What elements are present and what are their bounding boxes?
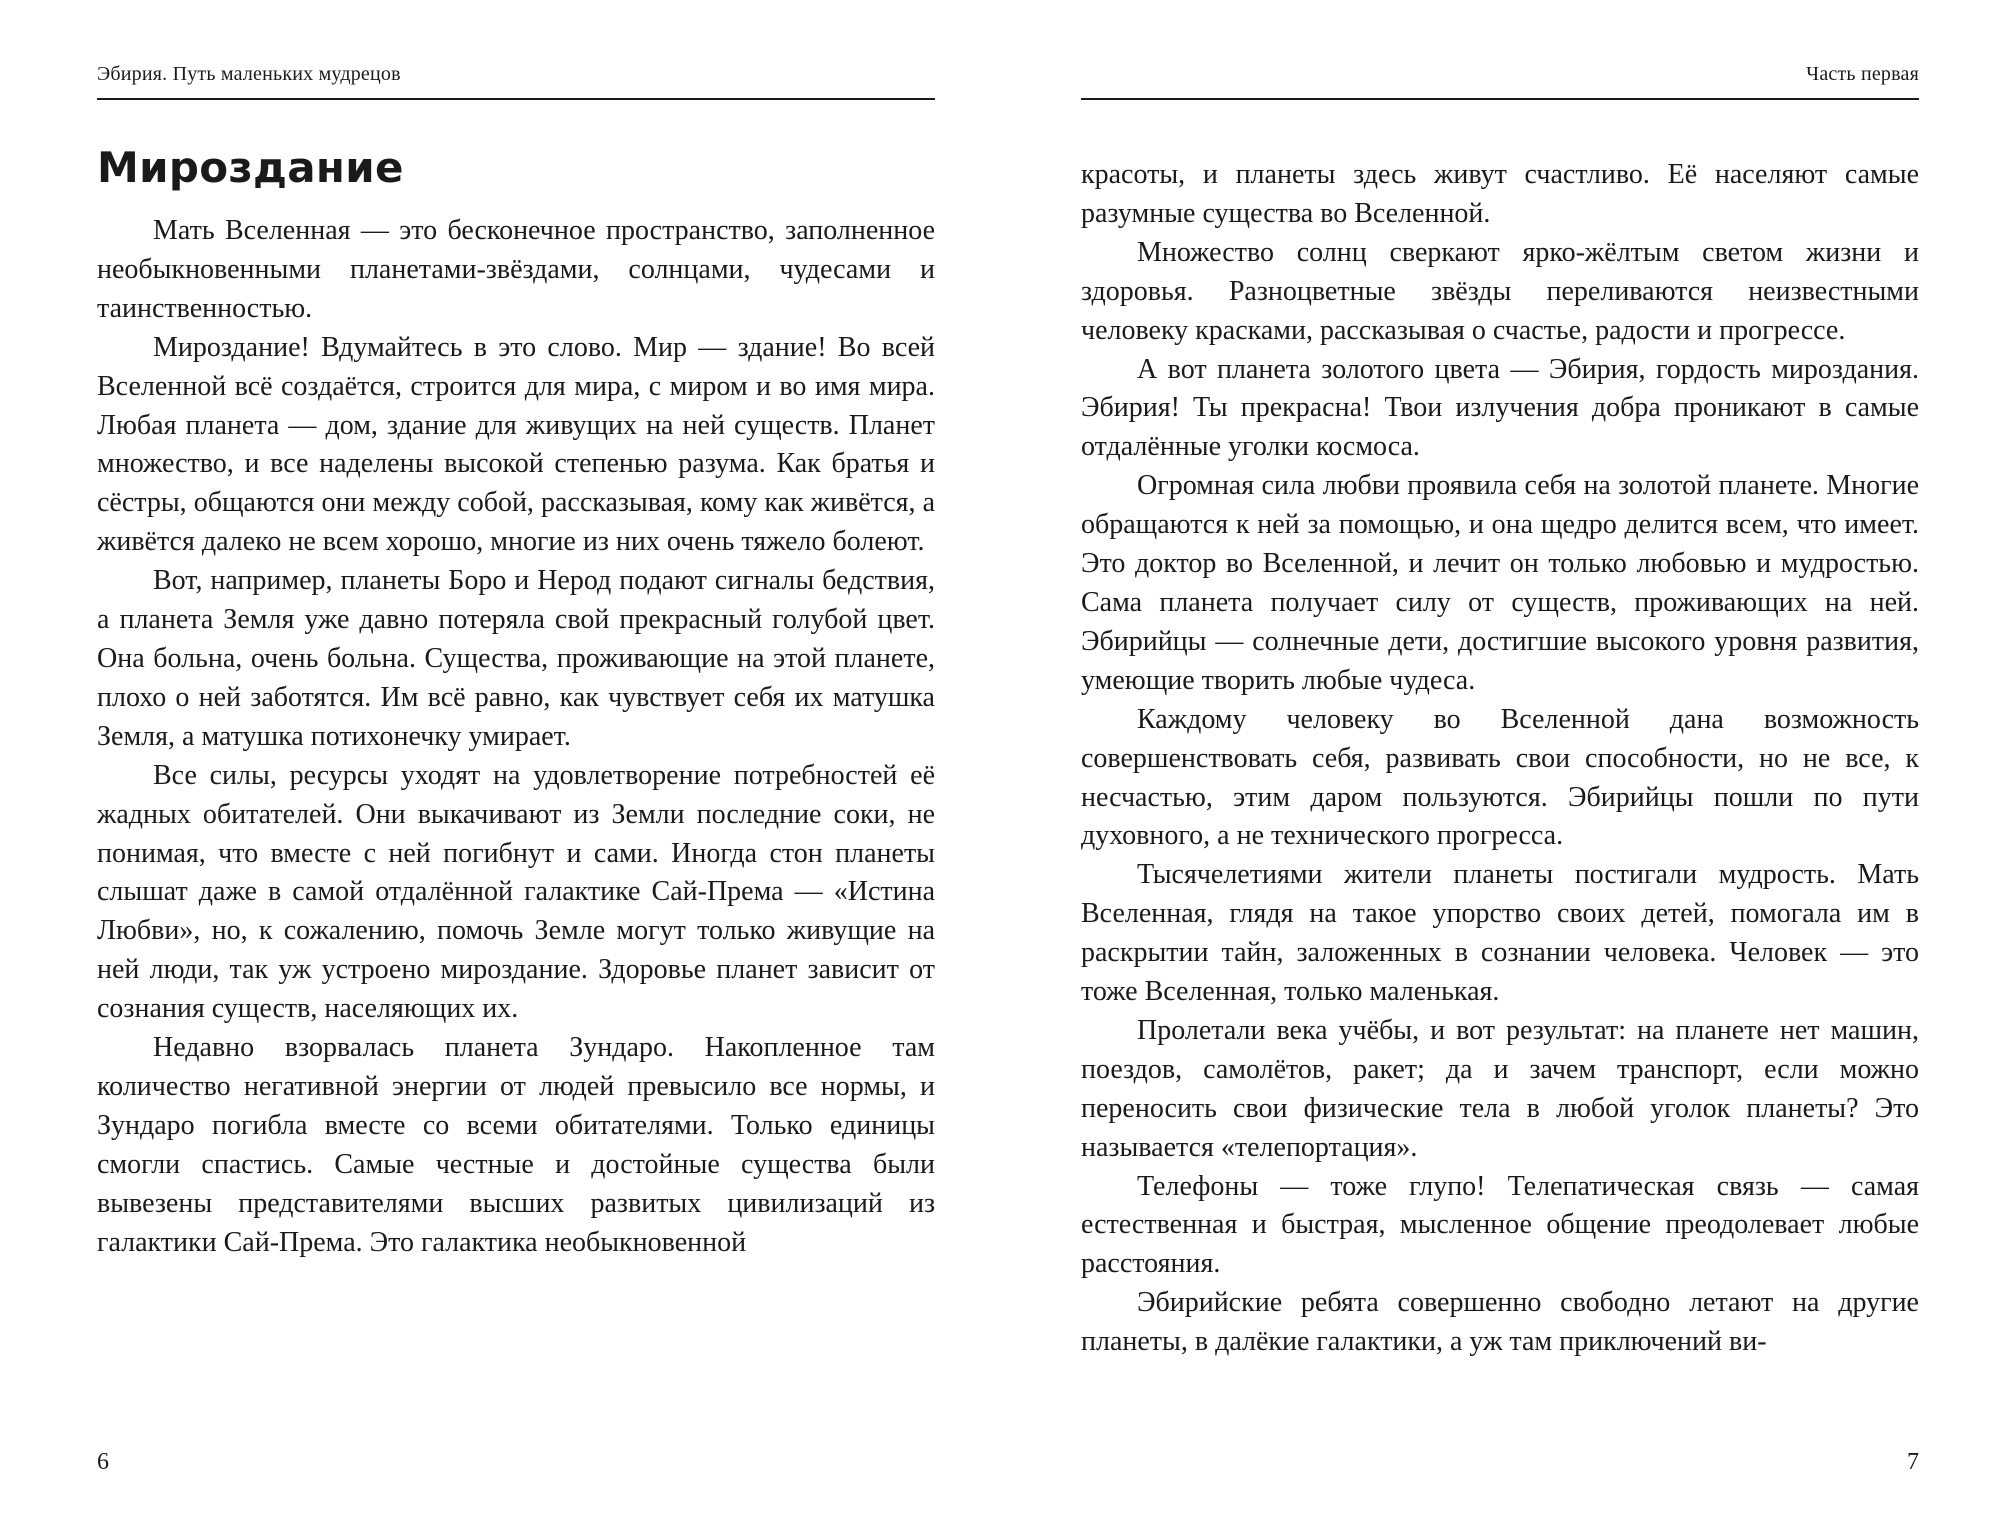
running-head-part-title: Часть первая bbox=[1806, 63, 1919, 85]
page-number: 7 bbox=[1907, 1449, 1919, 1475]
paragraph: Эбирийские ребята совершенно свободно летают на другие планеты, в далёкие галактики, а уж там приключений ви- bbox=[1081, 1287, 1919, 1358]
header-rule bbox=[97, 98, 935, 100]
paragraph-continuation: красоты, и планеты здесь живут счастливо. Её населяют самые разумные существа во Вселенной. bbox=[1081, 159, 1919, 229]
left-page bbox=[97, 0, 935, 1527]
body-text bbox=[97, 212, 935, 1262]
paragraph: Множество солнц сверкают ярко-жёлтым светом жизни и здоровья. Разноцветные звёзды переливаются неизвестными человеку красками, рассказывая о счастье, радости и прогрессе. bbox=[1081, 236, 1919, 346]
paragraph: Мать Вселенная — это бесконечное пространство, заполненное необыкновенными планетами-звёздами, солнцами, чудесами и таинственностью. bbox=[97, 215, 935, 324]
body-text bbox=[1081, 156, 1919, 1362]
paragraph: Тысячелетиями жители планеты постигали мудрость. Мать Вселенная, глядя на такое упорство своих детей, помогала им в раскрытии тайн, заложенных в сознании человека. Человек — это тоже Вселенная, только маленькая. bbox=[1081, 859, 1919, 1008]
paragraph: Мироздание! Вдумайтесь в это слово. Мир — здание! Во всей Вселенной всё создаётся, строится для мира, с миром и во имя мира. Любая планета — дом, здание для живущих на ней существ. Планет множество, и все наделены высокой степенью разума. Как братья и сёстры, общаются они между собой, рассказывая, кому как живётся, а живётся далеко не всем хорошо, многие из них очень тяжело болеют. bbox=[97, 331, 935, 558]
paragraph: Недавно взорвалась планета Зундаро. Накопленное там количество негативной энергии от людей превысило все нормы, и Зундаро погибла вместе со всеми обитателями. Только единицы смогли спастись. Самые честные и достойные существа были вывезены представителями высших развитых цивилизаций из галактики Сай-Према. Это галактика необыкновенной bbox=[97, 1032, 935, 1258]
header-rule bbox=[1081, 98, 1919, 100]
right-page bbox=[1081, 0, 1919, 1527]
paragraph: Телефоны — тоже глупо! Телепатическая связь — самая естественная и быстрая, мысленное общение преодолевает любые расстояния. bbox=[1081, 1170, 1919, 1280]
chapter-title: Мироздание bbox=[97, 143, 404, 192]
page-number: 6 bbox=[97, 1449, 109, 1475]
paragraph: Все силы, ресурсы уходят на удовлетворение потребностей её жадных обитателей. Они выкачивают из Земли последние соки, не понимая, что вместе с ней погибнут и сами. Иногда стон планеты слышат даже в самой отдалённой галактике Сай-Према — «Истина Любви», но, к сожалению, помочь Земле могут только живущие на ней люди, так уж устроено мироздание. Здоровье планет зависит от сознания существ, населяющих их. bbox=[97, 759, 935, 1025]
running-head-book-title: Эбирия. Путь маленьких мудрецов bbox=[97, 63, 401, 85]
paragraph: Каждому человеку во Вселенной дана возможность совершенствовать себя, развивать свои способности, но не все, к несчастью, этим даром пользуются. Эбирийцы пошли по пути духовного, а не технического прогресса. bbox=[1081, 703, 1919, 852]
paragraph: А вот планета золотого цвета — Эбирия, гордость мироздания. Эбирия! Ты прекрасна! Твои излучения добра проникают в самые отдалённые уголки космоса. bbox=[1081, 353, 1919, 463]
paragraph: Вот, например, планеты Боро и Нерод подают сигналы бедствия, а планета Земля уже давно потеряла свой прекрасный голубой цвет. Она больна, очень больна. Существа, проживающие на этой планете, плохо о ней заботятся. Им всё равно, как чувствует себя их матушка Земля, а матушка потихонечку умирает. bbox=[97, 565, 935, 752]
paragraph: Пролетали века учёбы, и вот результат: на планете нет машин, поездов, самолётов, ракет; да и зачем транспорт, если можно переносить свои физические тела в любой уголок планеты? Это называется «телепортация». bbox=[1081, 1014, 1919, 1163]
paragraph: Огромная сила любви проявила себя на золотой планете. Многие обращаются к ней за помощью, и она щедро делится всем, что имеет. Это доктор во Вселенной, и лечит он только любовью и мудростью. Сама планета получает силу от существ, проживающих на ней. Эбирийцы — солнечные дети, достигшие высокого уровня развития, умеющие творить любые чудеса. bbox=[1081, 470, 1919, 696]
